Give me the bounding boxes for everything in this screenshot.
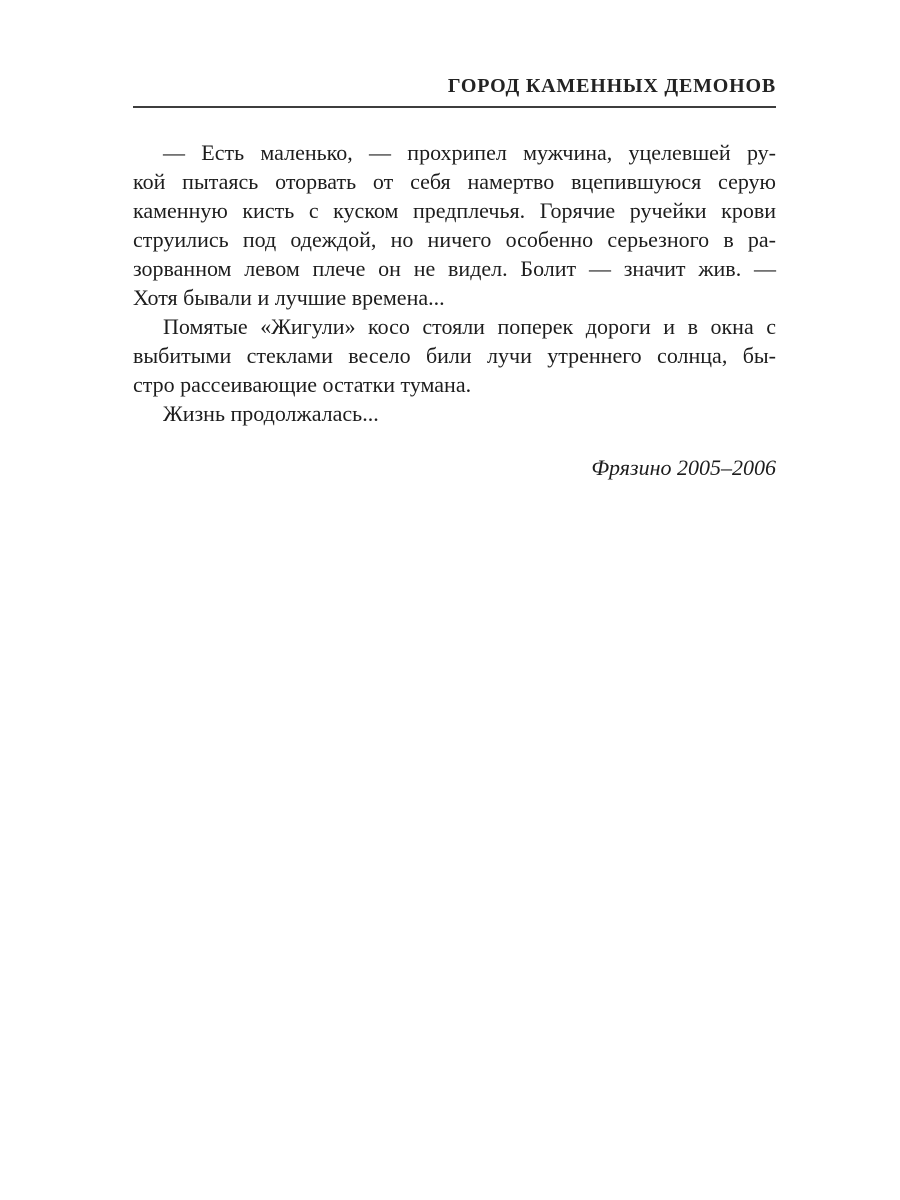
text-line: струились под одеждой, но ничего особенно серьезного в ра- — [133, 227, 776, 252]
text-line: кой пытаясь оторвать от себя намертво вцепившуюся серую — [133, 169, 776, 194]
book-title: ГОРОД КАМЕННЫХ ДЕМОНОВ — [447, 75, 776, 97]
text-line: каменную кисть с куском предплечья. Горячие ручейки крови — [133, 198, 776, 223]
text-line: выбитыми стеклами весело били лучи утреннего солнца, бы- — [133, 343, 776, 368]
paragraph — [133, 399, 776, 428]
body-text — [133, 138, 776, 428]
text-line: Хотя бывали и лучшие времена... — [133, 285, 445, 310]
page-content — [133, 74, 776, 482]
colophon-text: Фрязино 2005–2006 — [591, 455, 776, 480]
running-header — [133, 74, 776, 108]
paragraph — [133, 138, 776, 312]
text-line: зорванном левом плече он не видел. Болит — значит жив. — — [133, 256, 776, 281]
text-line: стро рассеивающие остатки тумана. — [133, 372, 472, 397]
paragraph — [133, 312, 776, 399]
text-line: Жизнь продолжалась... — [163, 401, 379, 426]
colophon — [133, 453, 776, 482]
text-line: — Есть маленько, — прохрипел мужчина, уцелевшей ру- — [163, 140, 776, 165]
text-line: Помятые «Жигули» косо стояли поперек дороги и в окна с — [163, 314, 776, 339]
